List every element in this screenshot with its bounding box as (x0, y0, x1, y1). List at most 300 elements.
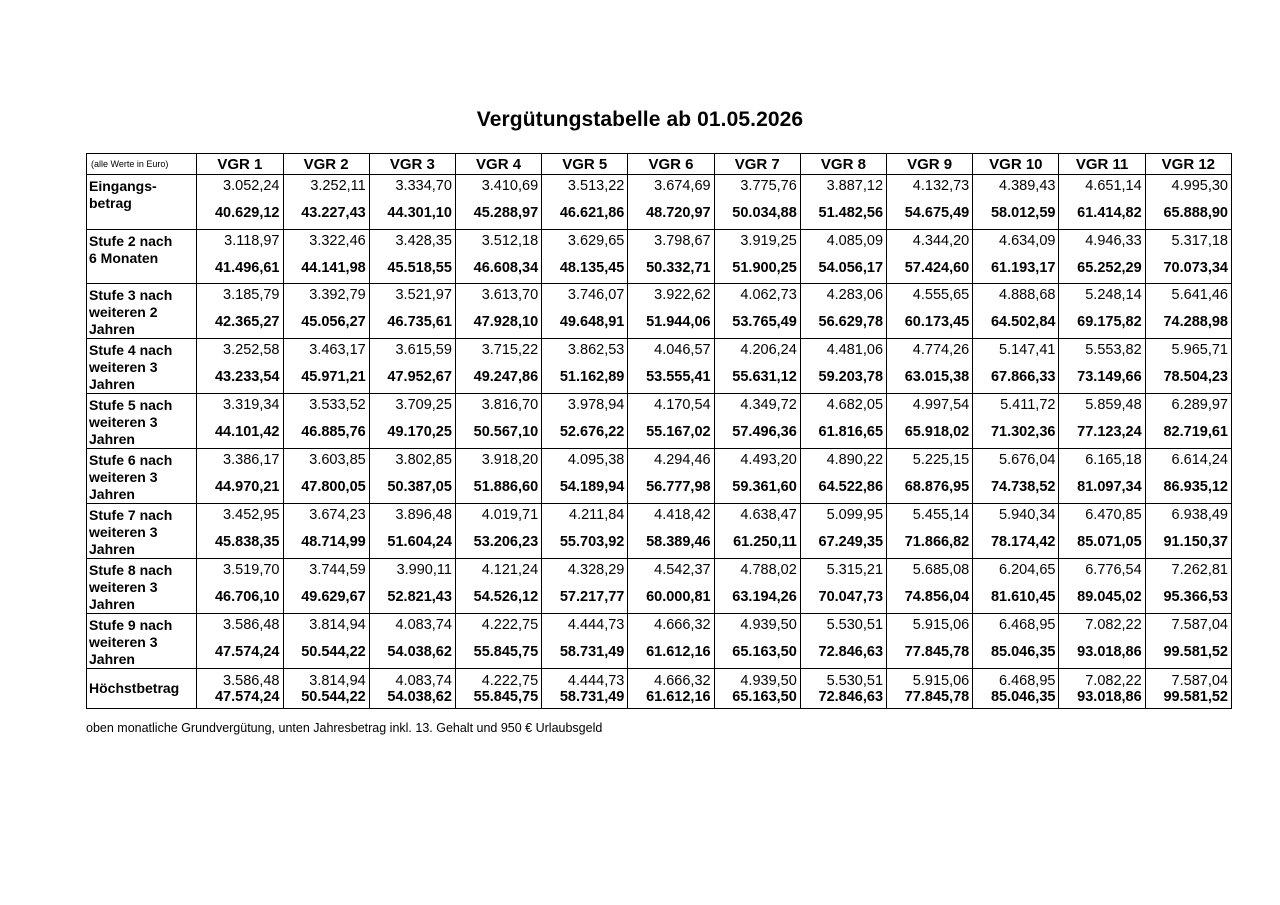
salary-cell (628, 504, 714, 559)
annual-value: 56.629,78 (818, 314, 884, 330)
row-label-line: Jahren (89, 376, 135, 392)
monthly-value: 3.586,48 (223, 617, 280, 633)
salary-cell (455, 504, 541, 559)
monthly-value: 3.521,97 (395, 287, 452, 303)
row-label-line: Jahren (89, 651, 135, 667)
monthly-value: 3.603,85 (309, 452, 366, 468)
salary-cell (542, 669, 628, 709)
annual-value: 69.175,82 (1077, 314, 1142, 330)
monthly-value: 3.118,97 (224, 233, 280, 249)
annual-value: 85.046,35 (990, 689, 1056, 705)
monthly-value: 3.896,48 (395, 507, 452, 523)
column-header: VGR 6 (628, 154, 714, 175)
annual-value: 52.821,43 (387, 589, 452, 605)
monthly-value: 4.095,38 (567, 452, 625, 468)
salary-cell (887, 339, 973, 394)
salary-cell (714, 175, 800, 230)
table-row (87, 449, 1232, 504)
annual-value: 85.046,35 (990, 644, 1056, 660)
monthly-value: 7.082,22 (1085, 617, 1142, 633)
salary-cell (714, 504, 800, 559)
row-label-line: Jahren (89, 596, 135, 612)
monthly-value: 3.990,11 (396, 562, 452, 578)
salary-cell (369, 559, 455, 614)
row-label-line: betrag (89, 195, 132, 211)
monthly-value: 6.470,85 (1085, 507, 1142, 523)
monthly-value: 3.052,24 (223, 178, 280, 194)
annual-value: 58.731,49 (559, 644, 625, 660)
annual-value: 58.012,59 (990, 205, 1056, 221)
salary-cell (887, 614, 973, 669)
monthly-value: 4.083,74 (395, 617, 452, 633)
salary-cell (887, 394, 973, 449)
monthly-value: 4.939,50 (740, 673, 797, 689)
salary-cell (455, 284, 541, 339)
annual-value: 99.581,52 (1163, 644, 1228, 660)
salary-cell (455, 559, 541, 614)
salary-cell (542, 559, 628, 614)
monthly-value: 4.774,26 (912, 342, 970, 358)
monthly-value: 5.455,14 (912, 507, 970, 523)
annual-value: 57.217,77 (559, 589, 625, 605)
monthly-value: 6.938,49 (1171, 507, 1228, 523)
row-label-line: Höchstbetrag (89, 680, 180, 696)
monthly-value: 3.512,18 (481, 233, 539, 249)
monthly-value: 3.798,67 (654, 233, 711, 249)
monthly-value: 4.211,84 (569, 507, 625, 523)
row-label-line: Jahren (89, 431, 135, 447)
salary-cell (369, 175, 455, 230)
table-row (87, 669, 1232, 709)
column-header: VGR 10 (973, 154, 1059, 175)
salary-cell (1145, 559, 1231, 614)
salary-table (86, 153, 1232, 709)
row-label-line: Jahren (89, 321, 135, 337)
annual-value: 82.719,61 (1163, 424, 1228, 440)
salary-cell (1145, 614, 1231, 669)
salary-cell (455, 449, 541, 504)
table-row (87, 284, 1232, 339)
monthly-value: 5.685,08 (912, 562, 970, 578)
monthly-value: 7.082,22 (1085, 673, 1142, 689)
annual-value: 40.629,12 (214, 205, 280, 221)
monthly-value: 4.946,33 (1085, 233, 1142, 249)
row-label (87, 230, 197, 284)
monthly-value: 5.859,48 (1085, 397, 1142, 413)
row-label (87, 559, 197, 614)
monthly-value: 4.222,75 (481, 617, 539, 633)
monthly-value: 5.411,72 (1000, 397, 1056, 413)
row-label-line: Jahren (89, 486, 135, 502)
annual-value: 46.706,10 (214, 589, 280, 605)
annual-value: 65.918,02 (904, 424, 970, 440)
monthly-value: 7.587,04 (1171, 617, 1228, 633)
monthly-value: 3.919,25 (740, 233, 797, 249)
annual-value: 44.970,21 (214, 479, 280, 495)
salary-cell (1059, 394, 1145, 449)
annual-value: 43.233,54 (214, 369, 280, 385)
row-label-line: Eingangs- (89, 178, 157, 194)
annual-value: 81.610,45 (990, 589, 1056, 605)
salary-cell (1059, 669, 1145, 709)
salary-cell (197, 559, 283, 614)
annual-value: 50.387,05 (387, 479, 452, 495)
salary-cell (628, 284, 714, 339)
salary-cell (369, 339, 455, 394)
salary-cell (197, 284, 283, 339)
annual-value: 54.675,49 (904, 205, 970, 221)
salary-cell (1059, 504, 1145, 559)
annual-value: 72.846,63 (818, 689, 884, 705)
table-body (87, 175, 1232, 709)
salary-cell (283, 175, 369, 230)
monthly-value: 3.918,20 (481, 452, 539, 468)
annual-value: 65.163,50 (732, 644, 797, 660)
annual-value: 77.845,78 (904, 689, 970, 705)
salary-cell (628, 175, 714, 230)
salary-cell (455, 669, 541, 709)
salary-cell (369, 394, 455, 449)
annual-value: 95.366,53 (1163, 589, 1228, 605)
salary-cell (800, 449, 886, 504)
salary-cell (455, 230, 541, 284)
salary-cell (887, 230, 973, 284)
salary-cell (714, 669, 800, 709)
salary-cell (1145, 394, 1231, 449)
salary-cell (542, 339, 628, 394)
monthly-value: 3.319,34 (223, 397, 280, 413)
row-label-line: Stufe 7 nach (89, 507, 173, 523)
monthly-value: 4.418,42 (654, 507, 711, 523)
annual-value: 57.424,60 (904, 260, 970, 276)
row-label-line: Stufe 9 nach (89, 617, 173, 633)
annual-value: 53.765,49 (732, 314, 797, 330)
monthly-value: 5.676,04 (999, 452, 1056, 468)
salary-cell (369, 449, 455, 504)
row-label-line: weiteren 3 (89, 469, 158, 485)
annual-value: 47.952,67 (387, 369, 452, 385)
salary-cell (973, 394, 1059, 449)
monthly-value: 4.019,71 (481, 507, 539, 523)
salary-cell (973, 175, 1059, 230)
salary-cell (887, 504, 973, 559)
row-label (87, 614, 197, 669)
annual-value: 50.544,22 (301, 644, 366, 660)
annual-value: 77.845,78 (904, 644, 970, 660)
monthly-value: 4.638,47 (740, 507, 797, 523)
salary-cell (283, 559, 369, 614)
salary-cell (800, 339, 886, 394)
monthly-value: 4.062,73 (740, 287, 797, 303)
salary-cell (714, 339, 800, 394)
salary-cell (1145, 230, 1231, 284)
annual-value: 52.676,22 (559, 424, 625, 440)
monthly-value: 4.444,73 (567, 617, 625, 633)
annual-value: 74.288,98 (1163, 314, 1228, 330)
row-label-line: Stufe 3 nach (89, 287, 173, 303)
annual-value: 91.150,37 (1163, 534, 1228, 550)
salary-cell (973, 284, 1059, 339)
annual-value: 55.167,02 (646, 424, 711, 440)
salary-cell (887, 559, 973, 614)
salary-cell (197, 339, 283, 394)
annual-value: 42.365,27 (214, 314, 280, 330)
salary-cell (197, 230, 283, 284)
header-row (87, 154, 1232, 175)
salary-cell (628, 230, 714, 284)
salary-cell (628, 614, 714, 669)
monthly-value: 4.788,02 (740, 562, 797, 578)
monthly-value: 4.083,74 (395, 673, 452, 689)
salary-cell (283, 449, 369, 504)
monthly-value: 4.888,68 (999, 287, 1056, 303)
monthly-value: 4.493,20 (740, 452, 797, 468)
monthly-value: 4.997,54 (912, 397, 970, 413)
monthly-value: 3.586,48 (223, 673, 280, 689)
annual-value: 49.170,25 (387, 424, 452, 440)
annual-value: 61.612,16 (646, 644, 711, 660)
monthly-value: 4.666,32 (654, 673, 711, 689)
column-header: VGR 4 (455, 154, 541, 175)
monthly-value: 3.862,53 (567, 342, 625, 358)
annual-value: 45.288,97 (473, 205, 539, 221)
annual-value: 64.502,84 (990, 314, 1056, 330)
annual-value: 93.018,86 (1077, 689, 1142, 705)
salary-cell (455, 175, 541, 230)
column-header: VGR 8 (800, 154, 886, 175)
monthly-value: 6.468,95 (999, 617, 1056, 633)
annual-value: 47.574,24 (214, 689, 280, 705)
salary-cell (283, 669, 369, 709)
monthly-value: 4.294,46 (654, 452, 711, 468)
salary-cell (628, 394, 714, 449)
row-label (87, 394, 197, 449)
salary-cell (714, 284, 800, 339)
salary-cell (369, 614, 455, 669)
monthly-value: 3.513,22 (567, 178, 625, 194)
salary-cell (1059, 449, 1145, 504)
salary-cell (542, 449, 628, 504)
row-label-line: Stufe 8 nach (89, 562, 173, 578)
page-title: Vergütungstabelle ab 01.05.2026 (476, 108, 804, 131)
annual-value: 48.135,45 (559, 260, 625, 276)
annual-value: 51.604,24 (387, 534, 452, 550)
salary-cell (455, 394, 541, 449)
salary-cell (369, 230, 455, 284)
monthly-value: 5.641,46 (1171, 287, 1228, 303)
annual-value: 51.886,60 (473, 479, 539, 495)
annual-value: 55.703,92 (559, 534, 625, 550)
salary-cell (1145, 504, 1231, 559)
monthly-value: 4.283,06 (826, 287, 884, 303)
annual-value: 51.944,06 (646, 314, 711, 330)
salary-cell (973, 230, 1059, 284)
annual-value: 72.846,63 (818, 644, 884, 660)
column-header: VGR 12 (1145, 154, 1231, 175)
salary-cell (283, 230, 369, 284)
annual-value: 65.163,50 (732, 689, 797, 705)
monthly-value: 4.666,32 (654, 617, 711, 633)
monthly-value: 3.428,35 (395, 233, 452, 249)
monthly-value: 3.334,70 (395, 178, 452, 194)
monthly-value: 4.995,30 (1171, 178, 1228, 194)
annual-value: 61.816,65 (818, 424, 884, 440)
annual-value: 54.526,12 (473, 589, 539, 605)
salary-cell (628, 559, 714, 614)
monthly-value: 6.614,24 (1171, 452, 1228, 468)
row-label-line: weiteren 2 (89, 304, 158, 320)
table-row (87, 614, 1232, 669)
salary-cell (628, 339, 714, 394)
monthly-value: 4.046,57 (654, 342, 711, 358)
annual-value: 65.252,29 (1077, 260, 1142, 276)
monthly-value: 5.965,71 (1171, 342, 1228, 358)
annual-value: 55.845,75 (473, 689, 539, 705)
row-label (87, 339, 197, 394)
annual-value: 45.056,27 (301, 314, 366, 330)
monthly-value: 4.389,43 (999, 178, 1056, 194)
monthly-value: 4.444,73 (567, 673, 625, 689)
monthly-value: 3.709,25 (395, 397, 452, 413)
annual-value: 46.885,76 (301, 424, 366, 440)
monthly-value: 4.651,14 (1085, 178, 1142, 194)
column-header: VGR 7 (714, 154, 800, 175)
annual-value: 45.838,35 (214, 534, 280, 550)
annual-value: 47.800,05 (301, 479, 366, 495)
monthly-value: 3.746,07 (567, 287, 625, 303)
table-row (87, 559, 1232, 614)
row-label (87, 504, 197, 559)
salary-cell (973, 669, 1059, 709)
annual-value: 61.193,17 (990, 260, 1056, 276)
annual-value: 60.173,45 (904, 314, 970, 330)
salary-cell (1145, 339, 1231, 394)
monthly-value: 3.386,17 (223, 452, 280, 468)
salary-cell (283, 339, 369, 394)
monthly-value: 7.262,81 (1171, 562, 1228, 578)
annual-value: 51.162,89 (559, 369, 625, 385)
row-label-line: weiteren 3 (89, 524, 158, 540)
annual-value: 50.332,71 (646, 260, 711, 276)
table-row (87, 394, 1232, 449)
annual-value: 71.302,36 (990, 424, 1056, 440)
annual-value: 50.034,88 (732, 205, 797, 221)
salary-cell (1059, 175, 1145, 230)
annual-value: 61.250,11 (733, 534, 797, 550)
footnote: oben monatliche Grundvergütung, unten Jahresbetrag inkl. 13. Gehalt und 950 € Urlaubsgeld (86, 721, 603, 735)
annual-value: 65.888,90 (1163, 205, 1228, 221)
monthly-value: 3.922,62 (654, 287, 711, 303)
monthly-value: 4.222,75 (481, 673, 539, 689)
monthly-value: 3.674,23 (309, 507, 366, 523)
annual-value: 44.141,98 (301, 260, 366, 276)
salary-cell (283, 504, 369, 559)
monthly-value: 5.530,51 (826, 617, 884, 633)
annual-value: 50.544,22 (301, 689, 366, 705)
annual-value: 57.496,36 (732, 424, 797, 440)
monthly-value: 3.463,17 (309, 342, 366, 358)
monthly-value: 4.170,54 (654, 397, 711, 413)
annual-value: 67.249,35 (818, 534, 884, 550)
salary-cell (973, 504, 1059, 559)
annual-value: 55.631,12 (732, 369, 797, 385)
salary-cell (197, 669, 283, 709)
annual-value: 41.496,61 (214, 260, 280, 276)
monthly-value: 5.147,41 (999, 342, 1056, 358)
annual-value: 46.621,86 (559, 205, 625, 221)
monthly-value: 6.289,97 (1171, 397, 1228, 413)
column-header: VGR 9 (887, 154, 973, 175)
row-label (87, 284, 197, 339)
monthly-value: 4.682,05 (826, 397, 884, 413)
row-label-line: Jahren (89, 541, 135, 557)
annual-value: 55.845,75 (473, 644, 539, 660)
annual-value: 77.123,24 (1077, 424, 1142, 440)
annual-value: 45.971,21 (301, 369, 366, 385)
annual-value: 44.301,10 (387, 205, 452, 221)
monthly-value: 3.533,52 (309, 397, 366, 413)
monthly-value: 4.634,09 (999, 233, 1056, 249)
monthly-value: 3.715,22 (481, 342, 539, 358)
salary-cell (542, 614, 628, 669)
monthly-value: 4.328,29 (567, 562, 625, 578)
salary-cell (800, 175, 886, 230)
annual-value: 44.101,42 (214, 424, 280, 440)
salary-cell (1059, 614, 1145, 669)
column-header: VGR 2 (283, 154, 369, 175)
annual-value: 68.876,95 (904, 479, 970, 495)
salary-cell (1059, 230, 1145, 284)
monthly-value: 4.481,06 (826, 342, 884, 358)
salary-cell (542, 394, 628, 449)
annual-value: 54.038,62 (387, 644, 452, 660)
row-label (87, 669, 197, 709)
annual-value: 49.648,91 (559, 314, 625, 330)
monthly-value: 3.744,59 (309, 562, 366, 578)
monthly-value: 3.322,46 (309, 233, 366, 249)
salary-cell (973, 559, 1059, 614)
annual-value: 81.097,34 (1077, 479, 1142, 495)
salary-cell (714, 394, 800, 449)
salary-cell (628, 669, 714, 709)
monthly-value: 3.185,79 (223, 287, 280, 303)
annual-value: 61.612,16 (646, 689, 711, 705)
annual-value: 61.414,82 (1077, 205, 1142, 221)
annual-value: 74.856,04 (904, 589, 970, 605)
salary-cell (800, 504, 886, 559)
monthly-value: 3.629,65 (567, 233, 625, 249)
monthly-value: 5.553,82 (1085, 342, 1142, 358)
salary-cell (197, 449, 283, 504)
annual-value: 71.866,82 (904, 534, 970, 550)
table-row (87, 339, 1232, 394)
annual-value: 63.194,26 (732, 589, 797, 605)
annual-value: 67.866,33 (990, 369, 1056, 385)
annual-value: 89.045,02 (1077, 589, 1142, 605)
monthly-value: 3.252,11 (310, 178, 366, 194)
annual-value: 53.206,23 (473, 534, 539, 550)
monthly-value: 4.555,65 (912, 287, 970, 303)
salary-cell (973, 339, 1059, 394)
salary-cell (1145, 175, 1231, 230)
monthly-value: 6.776,54 (1085, 562, 1142, 578)
monthly-value: 3.519,70 (223, 562, 280, 578)
monthly-value: 5.225,15 (912, 452, 970, 468)
salary-cell (1145, 284, 1231, 339)
monthly-value: 6.204,65 (999, 562, 1056, 578)
monthly-value: 3.887,12 (826, 178, 884, 194)
annual-value: 73.149,66 (1077, 369, 1142, 385)
